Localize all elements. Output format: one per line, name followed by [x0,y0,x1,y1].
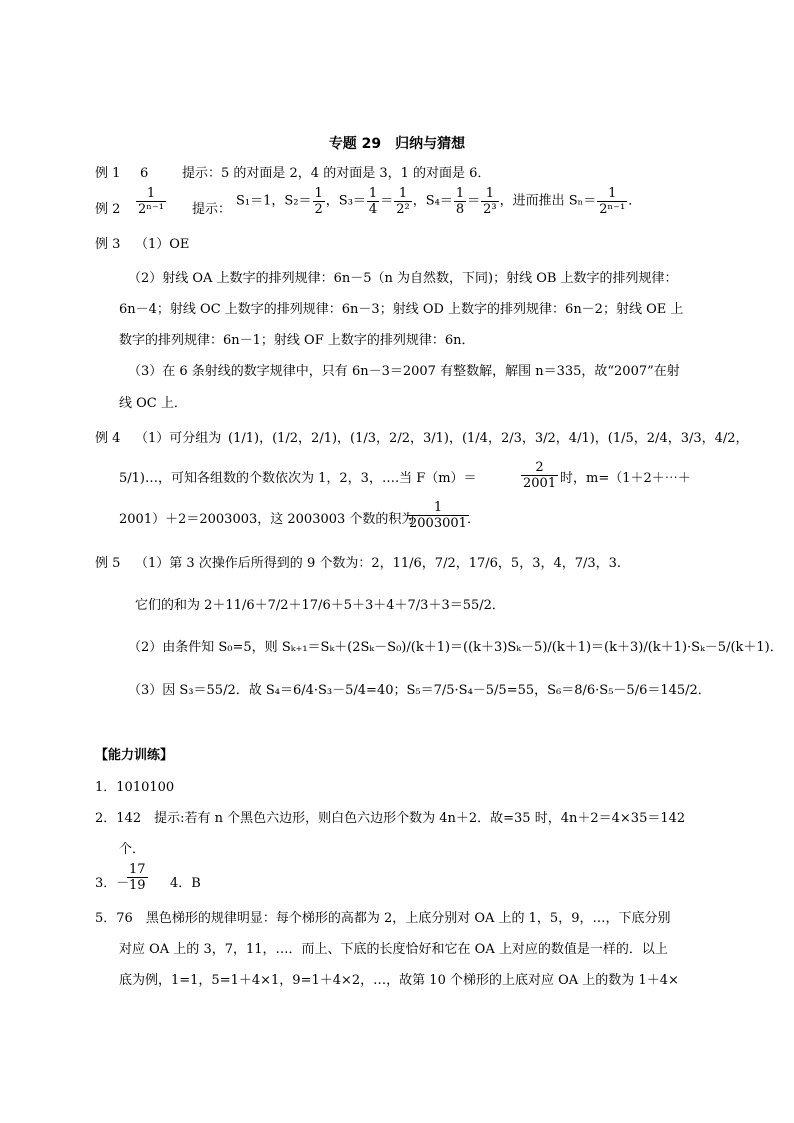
ex2-hint-formula: S₁＝1，S₂＝ $\frac{1}{2}$ ，S₃＝ $\frac{1}{4}$ ＝ $\frac{1}{\text{2²}}$ ，S₄＝ $\frac{1}{8}$ ＝ $\frac{1}{\text{2³}}$ ，进而推出 Sₙ＝ $\frac{1}{\text{2ⁿ⁻¹}}$ ． [236,186,642,217]
ex3-label: 例 3 [95,237,121,252]
ex3-part3-line2: 线 OC 上． [119,396,187,411]
training-item-2-line1: 2．142 提示:若有 n 个黑色六边形，则白色六边形个数为 4n＋2．故=35 时，4n＋2＝4×35＝142 [95,811,686,826]
training-item-5-line3: 底为例，1=1，5=1＋4×1，9=1＋4×2，…，故第 10 个梯形的上底对应 OA 上的数为 1＋4× [119,973,679,988]
ex5-part3: （3）因 S₃＝55/2．故 S₄＝6/4·S₃－5/4=40；S₅＝7/5·S₄－5/5=55，S₆＝8/6·S₅－5/6＝145/2． [128,683,711,698]
training-item-5-line1: 5．76 黑色梯形的规律明显：每个梯形的高都为 2，上底分别对 OA 上的 1，5，9，…，下底分别 [95,911,671,926]
training-item-5-line2: 对应 OA 上的 3，7，11，…．而上、下底的长度恰好和它在 OA 上对应的数值是一样的．以上 [119,942,668,957]
training-heading: 【能力训练】 [95,748,174,763]
training-item-2-line2: 个． [119,842,146,857]
ex3-part2-line1: （2）射线 OA 上数字的排列规律：6n－5（n 为自然数，下同)；射线 OB 上数字的排列规律： [128,271,678,286]
ex5-sum: 它们的和为 2＋11/6＋7/2＋17/6＋5＋3＋4＋7/3＋3＝55/2． [135,598,505,613]
training-item-3-prefix: 3．－ [95,876,130,891]
ex1-label: 例 1 [95,166,121,181]
ex4-label: 例 4 [95,431,121,446]
training-item-4: 4．B [170,876,201,891]
ex4-lead: （1）可分组为 [135,431,222,446]
page-title: 专题 29 归纳与猜想 [328,136,466,152]
ex3-part1: （1）OE [135,237,190,252]
ex3-part2-line2: 6n－4；射线 OC 上数字的排列规律：6n－3；射线 OD 上数字的排列规律：6n－2；射线 OE 上 [119,302,684,317]
ex5-label: 例 5 [95,556,121,571]
ex2-hint-label: 提示： [192,202,232,217]
ex1-hint: 提示：5 的对面是 2，4 的对面是 3，1 的对面是 6． [182,166,491,181]
ex5-part1: （1）第 3 次操作后所得到的 9 个数为：2，11/6，7/2，17/6，5，3，4，7/3，3. [135,556,622,571]
ex4-line3-end: ． [467,512,481,527]
ex4-line2-tail: 时，m=（1＋2＋⋯＋ [560,471,691,486]
ex1-answer: 6 [140,166,149,181]
training-item-3-fraction: $\frac{17}{19}$ [129,862,146,893]
ex3-part2-line3: 数字的排列规律：6n－1；射线 OF 上数字的排列规律：6n． [119,333,475,348]
ex4-line2-text: 5/1)…，可知各组数的个数依次为 1，2，3，….当 F（m）＝ [119,471,477,486]
ex4-groups: (1/1)，(1/2，2/1)，(1/3，2/2，3/1)，(1/4，2/3，3/2，4/1)，(1/5，2/4，3/3，4/2， [228,431,749,446]
ex2-answer-fraction: $\frac{1}{\text{2ⁿ⁻¹}}$ [138,186,164,217]
ex3-part3-line1: （3）在 6 条射线的数字规律中，只有 6n－3＝2007 有整数解，解围 n＝335，故“2007”在射 [128,364,680,379]
training-item-1: 1．1010100 [95,780,175,795]
ex4-line3-text: 2001）＋2＝2003003，这 2003003 个数的积为 [119,512,415,527]
ex4-fraction-2-2001: $\frac{2}{2001}$ [523,460,557,491]
ex4-product-fraction: $\frac{1}{2003001}$ [409,500,467,531]
ex2-label: 例 2 [95,202,121,217]
ex5-part2: （2）由条件知 S₀=5，则 Sₖ₊₁＝Sₖ＋(2Sₖ－S₀)/(k＋1)＝((k＋3)Sₖ－5)/(k＋1)＝(k＋3)/(k＋1)·Sₖ－5/(k＋1)． [128,640,783,655]
